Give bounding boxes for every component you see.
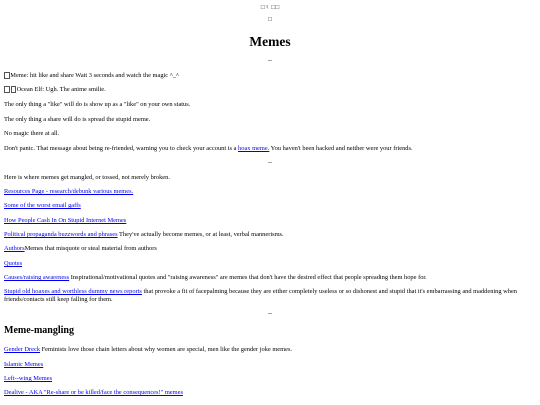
gender-dreck-link[interactable]: Gender Dreck — [4, 346, 41, 353]
glyph-text-2: □ — [268, 16, 272, 23]
separator-2: -- — [268, 160, 272, 166]
islamic-memes-link[interactable]: Islamic Memes — [4, 361, 44, 368]
intro-line-2: Ocean Elf: Ugh. The anime smilie. — [4, 86, 536, 94]
dealive-link[interactable]: Dealive - AKA "Re-share or be killed/face the consequences!" memes — [4, 389, 183, 396]
resources-link[interactable]: Resources Page - research/debunk various memes. — [4, 188, 134, 195]
hoaxes-link[interactable]: Stupid old hoaxes and worthless dummy news reports — [4, 288, 142, 295]
cash-link[interactable]: How People Cash In On Stupid Internet Memes — [4, 217, 127, 224]
cash-item — [4, 217, 536, 225]
quotes-item — [4, 260, 536, 268]
links-lead: Here is where memes get mangled, or tossed, not merely broken. — [4, 174, 170, 181]
authors-item: AuthorsMemes that misquote or steal material from authors — [4, 245, 157, 252]
gaffs-item — [4, 202, 536, 210]
emoji-box-icon — [11, 86, 17, 93]
buzzwords-link[interactable]: Political propaganda buzzwords and phrases — [4, 231, 118, 238]
buzzwords-item: Political propaganda buzzwords and phrases They've actually become memes, or at least, verbal mannerisms. — [4, 231, 284, 238]
quotes-link[interactable]: Quotes — [4, 260, 23, 267]
intro-line-1: Meme: hit like and share Wait 3 seconds and watch the magic ^_^ — [4, 72, 536, 80]
top-glyph-row — [0, 4, 540, 11]
islamic-item — [4, 361, 536, 369]
gaffs-link[interactable]: Some of the worst email gaffs — [4, 202, 81, 209]
meme-mangling-heading: Meme-mangling — [4, 325, 74, 336]
causes-link[interactable]: Causes/raising awareness — [4, 274, 70, 281]
hoaxes-item: Stupid old hoaxes and worthless dummy news reports that provoke a fit of facepalming because they are either completely useless or so dishonest and stupid that it's embarrassing and maddening when friends/contacts still keep falling for them. — [4, 288, 517, 303]
authors-link[interactable]: Authors — [4, 245, 25, 252]
second-glyph-row — [0, 16, 540, 23]
separator-3: -- — [268, 311, 272, 317]
resources-item — [4, 188, 536, 196]
gender-item: Gender Dreck Feminists love those chain letters about why women are special, men like the gender joke memes. — [4, 346, 293, 353]
causes-item: Causes/raising awareness Inspirational/motivational quotes and "raising awareness" are memes that don't have the desired effect that people spreading them hope for. — [4, 274, 427, 281]
leftwing-item — [4, 375, 536, 383]
emoji-box-icon — [4, 86, 10, 93]
leftwing-memes-link[interactable]: Left--wing Memes — [4, 375, 53, 382]
dealive-item — [4, 389, 536, 397]
hoax-meme-link[interactable]: hoax meme. — [238, 145, 270, 152]
intro-line-6: Don't panic. That message about being re-friended, warning you to check your account is a hoax meme. You haven't been hacked and neither were your friends. — [4, 145, 413, 152]
intro-line-3: The only thing a "like" will do is show up as a "like" on your own status. — [4, 101, 191, 108]
separator-1: -- — [268, 58, 272, 64]
intro-line-5: No magic there at all. — [4, 130, 60, 137]
intro-line-4: The only thing a share will do is spread the stupid meme. — [4, 116, 151, 123]
page-title: Memes — [249, 34, 291, 49]
glyph-text: □♀ □□ — [260, 4, 280, 11]
